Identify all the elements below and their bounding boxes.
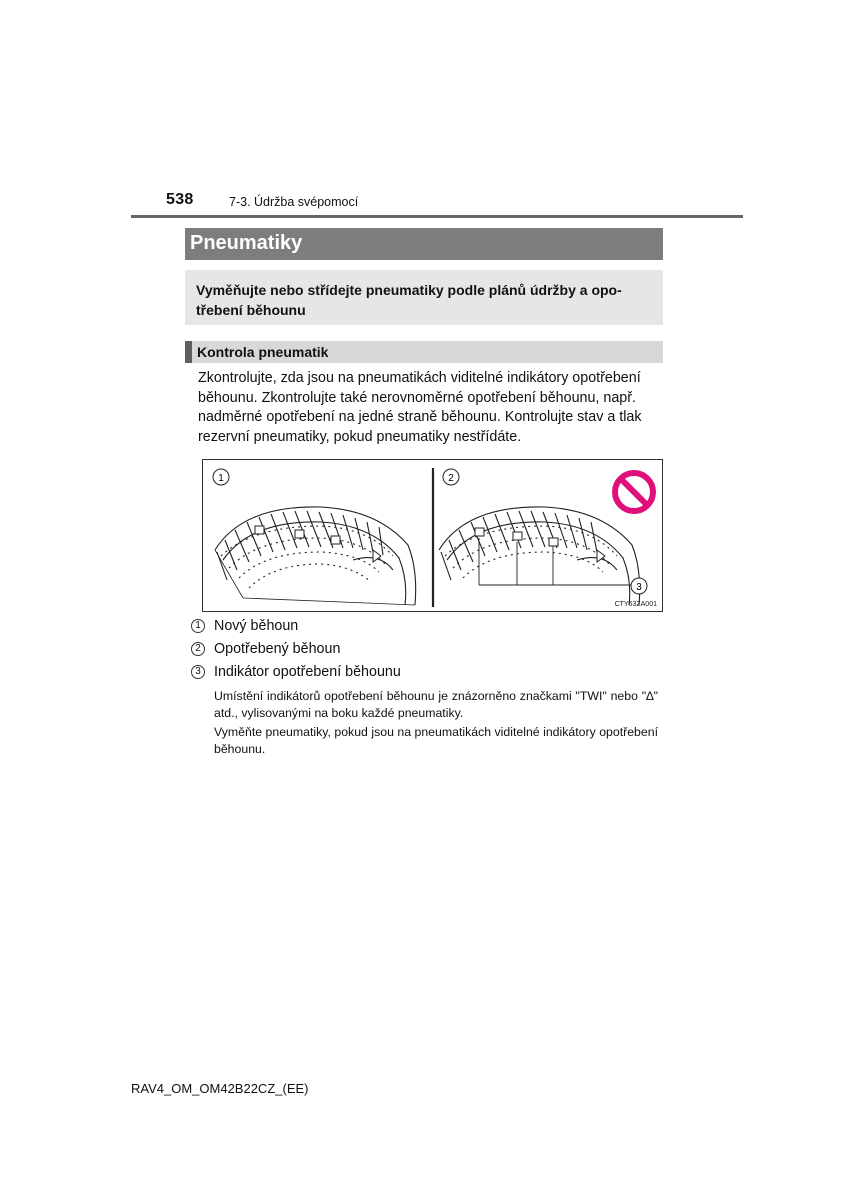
legend-number: 3 bbox=[191, 665, 205, 679]
callout-3-label: 3 bbox=[636, 582, 642, 593]
prohibited-icon bbox=[615, 473, 653, 511]
legend-item bbox=[191, 640, 661, 663]
page-number: 538 bbox=[166, 191, 194, 208]
legend-item bbox=[191, 663, 661, 686]
subsection-header bbox=[185, 341, 663, 363]
wear-indicator-note: Umístění indikátorů opotřebení běhounu je znázorněno značkami "TWI" nebo "∆" atd., vylisovanými na boku každé pneumatiky. bbox=[214, 689, 658, 720]
chapter-title: 7-3. Údržba svépomocí bbox=[229, 195, 359, 209]
section-title: Pneumatiky bbox=[190, 232, 303, 254]
callout-2 bbox=[443, 469, 459, 485]
summary-text: Vyměňujte nebo střídejte pneumatiky podle plánů údržby a opo-třebení běhounu bbox=[196, 282, 622, 318]
replacement-note: Vyměňte pneumatiky, pokud jsou na pneumatikách viditelné indikátory opotřebení běhounu. bbox=[214, 725, 658, 756]
figure-legend bbox=[191, 617, 661, 686]
legend-item bbox=[191, 617, 661, 640]
tire-tread-worn-icon bbox=[439, 507, 640, 605]
legend-label: Nový běhoun bbox=[214, 618, 299, 634]
figure-code: CTY63ZA001 bbox=[614, 601, 657, 608]
callout-1 bbox=[213, 469, 229, 485]
tire-illustration bbox=[203, 460, 664, 613]
legend-number: 1 bbox=[191, 619, 205, 633]
callout-2-label: 2 bbox=[448, 473, 454, 484]
subsection-body: Zkontrolujte, zda jsou na pneumatikách viditelné indikátory opotřebení běhounu. Zkontrolujte také nerovnoměrné opotřebení běhounu, např. nadměrné opotřebení na jedné straně běhounu. Kontrolujte stav a tlak rezervní pneumatiky, pokud pneumatiky nestřídáte. bbox=[198, 370, 642, 445]
document-code: RAV4_OM_OM42B22CZ_(EE) bbox=[131, 1081, 309, 1096]
tire-tread-new-icon bbox=[215, 507, 416, 605]
tire-tread-figure bbox=[202, 459, 663, 612]
summary-box bbox=[185, 270, 663, 325]
legend-number: 2 bbox=[191, 642, 205, 656]
legend-label: Indikátor opotřebení běhounu bbox=[214, 664, 401, 680]
callout-1-label: 1 bbox=[218, 473, 224, 484]
header-divider bbox=[131, 215, 743, 218]
legend-label: Opotřebený běhoun bbox=[214, 641, 341, 657]
section-header bbox=[185, 228, 663, 260]
subsection-title: Kontrola pneumatik bbox=[197, 344, 329, 360]
callout-3 bbox=[631, 578, 647, 594]
